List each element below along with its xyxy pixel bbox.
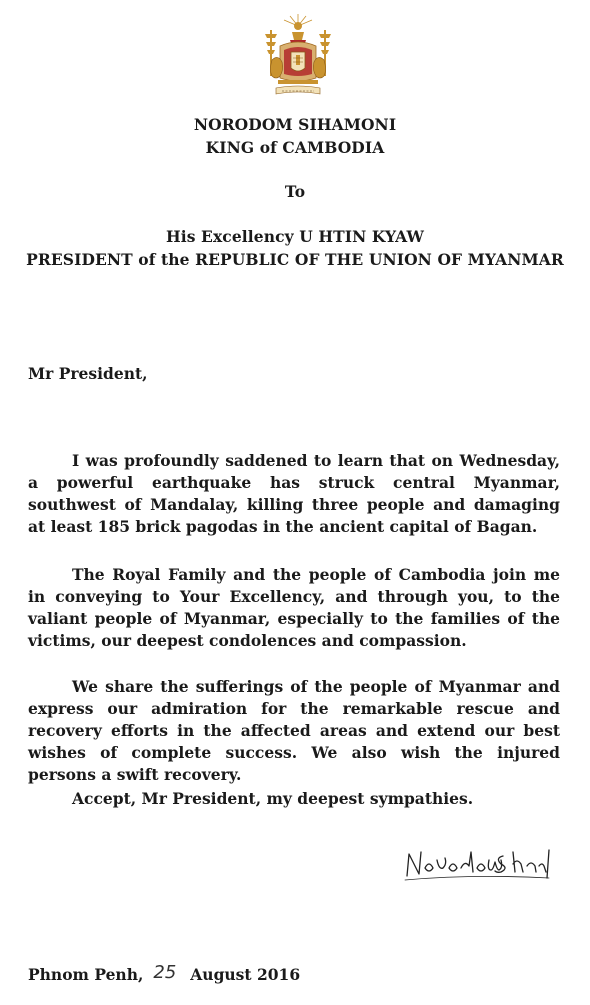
sender-name: NORODOM SIHAMONI: [193, 115, 397, 134]
recipient-name: His Excellency U HTIN KYAW: [165, 227, 425, 246]
paragraph-1: I was profoundly saddened to learn that on Wednesday, a powerful earthquake has struck central Myanmar, southwest of Mandalay, killing three people and damaging at least 185 brick pagodas in the ancient capital of Bagan.: [28, 451, 560, 536]
to-label: To: [284, 182, 306, 201]
place-label: Phnom Penh,: [28, 965, 144, 984]
handwritten-day: 25: [153, 962, 177, 983]
handwritten-signature: [403, 838, 553, 888]
recipient-title: PRESIDENT of the REPUBLIC OF THE UNION OF MYANMAR: [26, 250, 564, 269]
salutation: Mr President,: [28, 364, 148, 383]
date-line: [28, 964, 300, 985]
paragraph-2: The Royal Family and the people of Cambodia join me in conveying to Your Excellency, and through you, to the valiant people of Myanmar, especially to the families of the victims, our deepest condolences and compassion.: [28, 565, 560, 650]
sender-title: KING of CAMBODIA: [205, 138, 385, 157]
paragraph-3: We share the sufferings of the people of Myanmar and express our admiration for the remarkable rescue and recovery efforts in the affected areas and extend our best wishes of complete success. We also wish the injured persons a swift recovery.: [28, 677, 560, 784]
closing-line: Accept, Mr President, my deepest sympathies.: [72, 789, 474, 808]
royal-arms-of-cambodia-icon: [262, 12, 334, 102]
month-year: August 2016: [190, 965, 301, 984]
